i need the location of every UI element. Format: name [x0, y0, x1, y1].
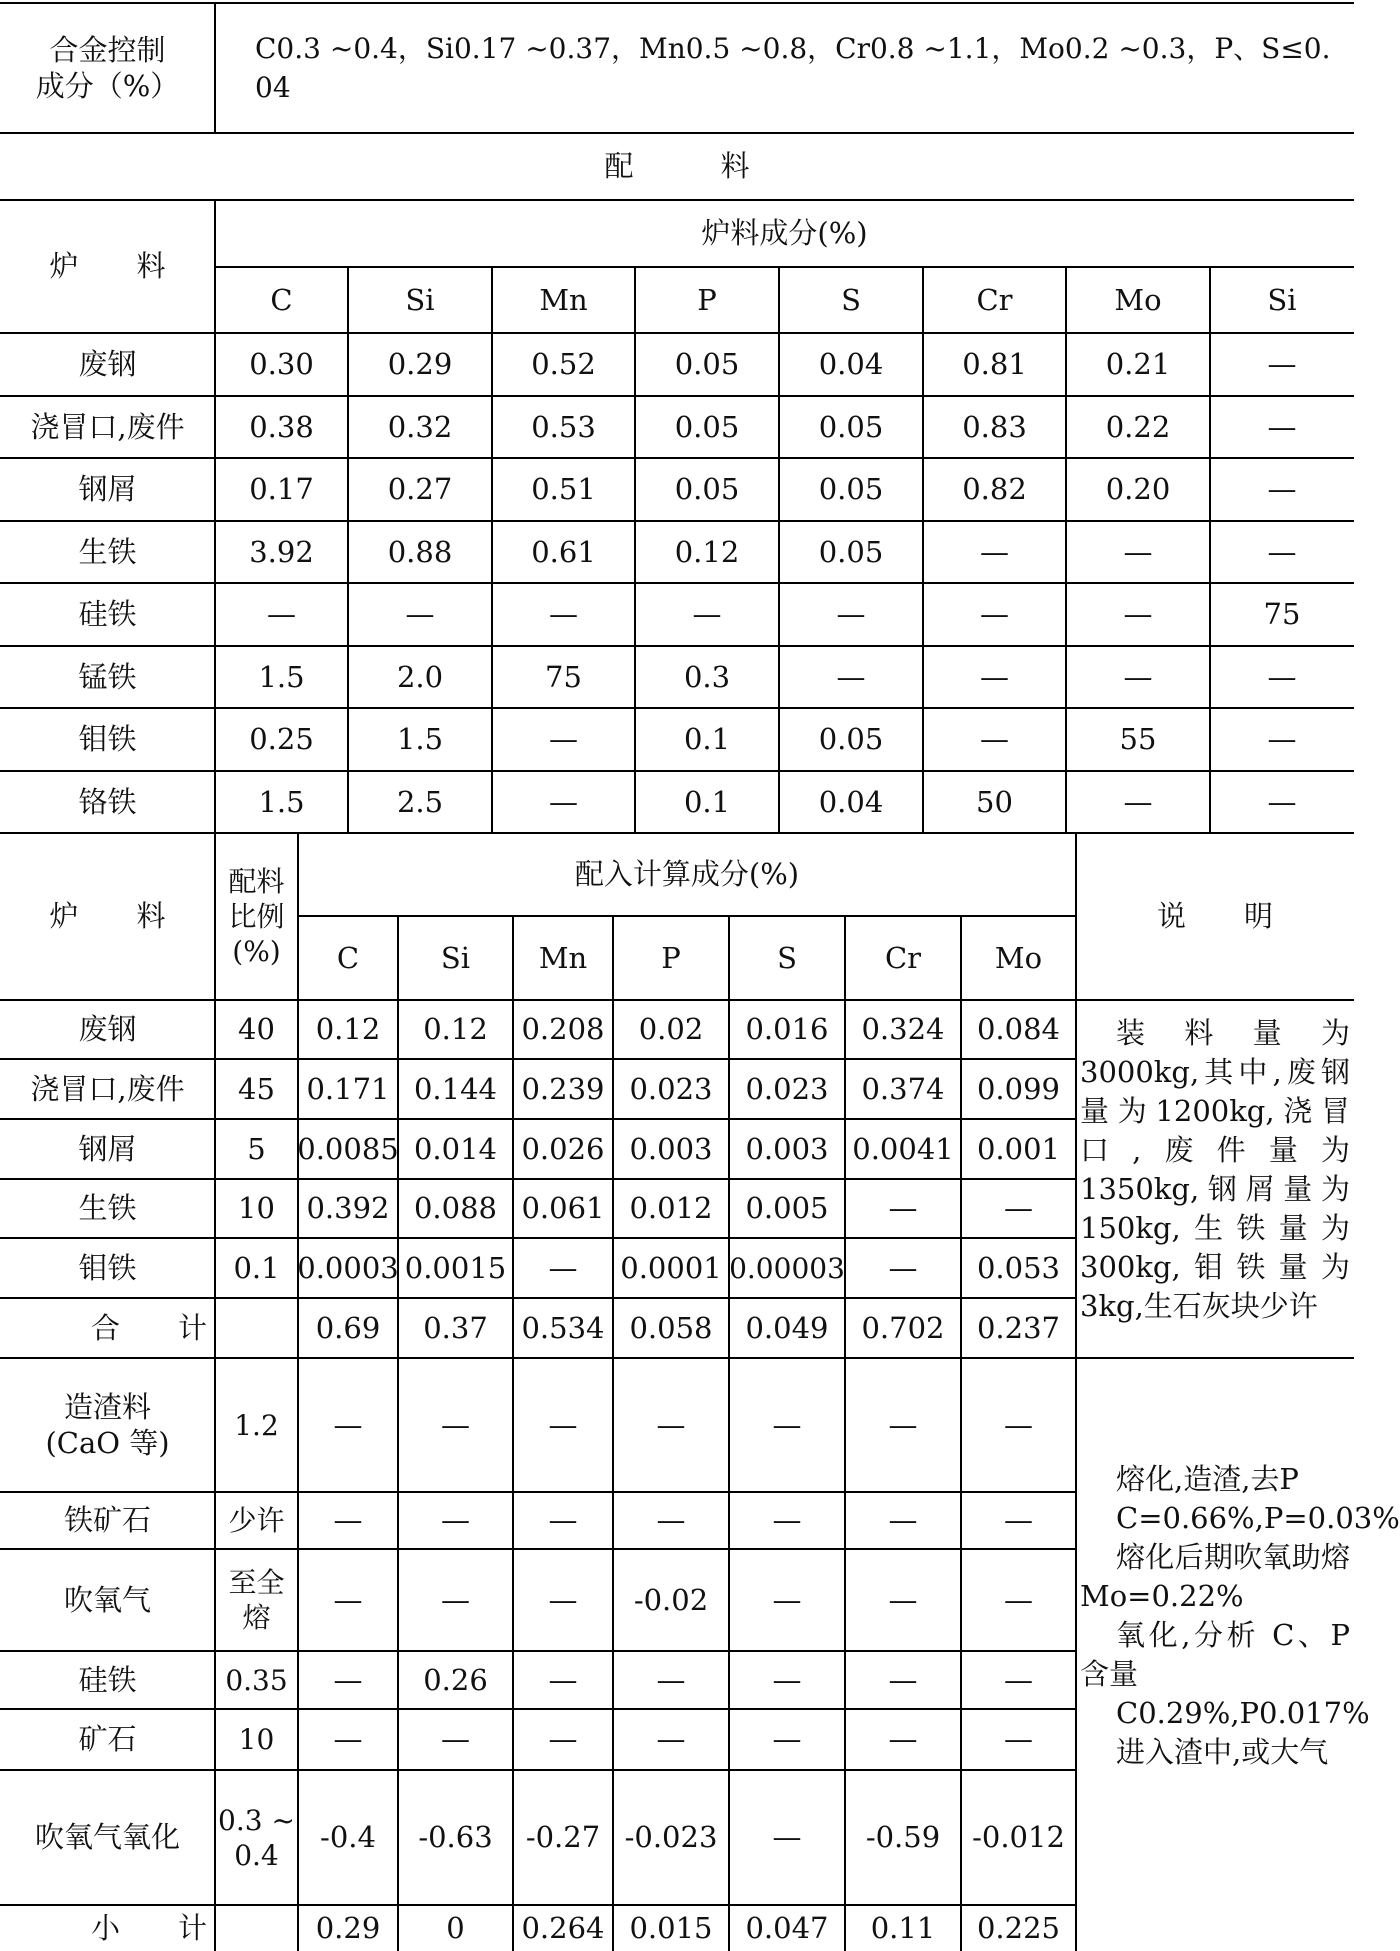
subtotal-cell: 0.11 [870, 1910, 936, 1945]
furnace-cell: — [549, 722, 578, 757]
calc-element-header: P [661, 940, 681, 975]
furnace-cell: 0.05 [818, 472, 884, 507]
process-note-line: 熔化,造渣,去P [1116, 1462, 1299, 1496]
furnace-row-name: 浇冒口,废件 [30, 409, 185, 444]
process-cell: -0.59 [865, 1820, 941, 1855]
furnace-cell: 0.61 [531, 534, 596, 569]
furnace-row-name: 生铁 [78, 534, 137, 569]
furnace-cell: 0.12 [674, 534, 740, 569]
calc-cell: 0.023 [629, 1071, 713, 1106]
furnace-cell: 0.88 [387, 534, 453, 569]
calc-row-ratio: 10 [238, 1191, 275, 1226]
calc-row-name: 废钢 [78, 1012, 137, 1047]
alloy-spec-value: C0.3 ~0.4，Si0.17 ~0.37，Mn0.5 ~0.8，Cr0.8 ~1.1，Mo0.2 ~0.3，P、S≤0.04 [255, 32, 1331, 104]
furnace-cell: 0.52 [531, 347, 596, 382]
calc-cell: 0.016 [745, 1012, 829, 1047]
process-cell: — [333, 1503, 363, 1538]
calc-row-ratio: 5 [247, 1131, 266, 1166]
furnace-row-name: 硅铁 [78, 597, 137, 632]
process-cell: — [656, 1662, 686, 1697]
furnace-cell: 0.83 [962, 409, 1027, 444]
furnace-row-name: 锰铁 [78, 659, 137, 694]
calc-cell: 0.084 [976, 1012, 1061, 1047]
furnace-cell: — [1267, 534, 1297, 569]
process-cell: — [333, 1662, 363, 1697]
subtotal-cell: 0.264 [521, 1910, 605, 1945]
process-note [1080, 1460, 1400, 1772]
furnace-cell: — [1267, 347, 1297, 382]
calc-cell: — [888, 1191, 918, 1226]
furnace-cell: 75 [545, 659, 582, 694]
calc-cell: 0.061 [521, 1191, 605, 1226]
calc-cell: 0.208 [521, 1012, 605, 1047]
furnace-row-name: 铬铁 [78, 784, 137, 819]
charge-note [1080, 1014, 1350, 1326]
process-cell: — [888, 1582, 918, 1617]
calc-cell: 0.005 [745, 1191, 829, 1226]
furnace-cell: — [267, 597, 296, 632]
process-cell: — [441, 1407, 470, 1442]
furnace-cell: 0.30 [249, 347, 314, 382]
furnace-cell: — [1123, 597, 1153, 632]
calc-cell: 0.012 [629, 1191, 713, 1226]
furnace-col-header: 炉 料 [49, 249, 166, 284]
furnace-cell: — [980, 659, 1009, 694]
process-cell: — [888, 1662, 918, 1697]
calc-cell: 0.014 [413, 1131, 498, 1166]
calc-cell: 0.00003 [729, 1251, 845, 1285]
furnace-cell: 0.1 [683, 784, 731, 819]
process-row-name: 硅铁 [78, 1662, 137, 1697]
calc-cell: 0.0001 [620, 1250, 722, 1285]
process-note-line: 进入渣中,或大气 [1116, 1735, 1329, 1769]
calc-cell: 0.392 [306, 1191, 390, 1226]
calc-element-header: Cr [884, 940, 922, 975]
process-cell: — [656, 1407, 686, 1442]
total-cell: 0.69 [315, 1310, 381, 1345]
alloy-spec-label: 合金控制 成分（%） [35, 32, 180, 103]
furnace-row-name: 钼铁 [78, 722, 137, 757]
calc-row-name: 钼铁 [78, 1250, 137, 1285]
calc-cell: 0.0085 [297, 1131, 399, 1166]
calc-element-header: Si [440, 940, 471, 975]
section-title: 配 料 [604, 149, 750, 184]
furnace-cell: 55 [1119, 722, 1157, 757]
calc-row-name: 生铁 [78, 1191, 137, 1226]
process-note-line: 氧化,分析 C、P 含量 [1080, 1618, 1350, 1691]
furnace-cell: — [549, 784, 578, 819]
furnace-cell: — [1123, 534, 1153, 569]
calc-cell: 0.053 [976, 1250, 1061, 1285]
calc-cell: 0.12 [315, 1012, 381, 1047]
process-cell: — [772, 1582, 802, 1617]
calc-cell: 0.023 [745, 1071, 829, 1106]
calc-row-name: 钢屑 [78, 1131, 137, 1166]
process-cell: — [333, 1722, 363, 1757]
process-row-ratio: 至全 熔 [228, 1566, 285, 1634]
furnace-cell: 0.81 [962, 347, 1027, 382]
process-row-name: 吹氧气 [63, 1582, 151, 1617]
process-row-name: 造渣料 (CaO 等) [45, 1389, 170, 1460]
process-cell: — [441, 1722, 470, 1757]
process-cell: — [772, 1503, 802, 1538]
furnace-cell: — [405, 597, 435, 632]
furnace-cell: 0.22 [1105, 409, 1171, 444]
furnace-cell: — [549, 597, 578, 632]
subtotal-cell: 0 [446, 1910, 465, 1945]
calc-cell: — [1004, 1191, 1033, 1226]
furnace-cell: 0.05 [674, 409, 740, 444]
furnace-cell: 0.51 [531, 472, 596, 507]
furnace-cell: 3.92 [249, 534, 314, 569]
furnace-cell: 0.82 [962, 472, 1027, 507]
furnace-cell: 2.5 [396, 784, 444, 819]
process-cell: — [548, 1662, 578, 1697]
total-cell: 0.058 [629, 1310, 713, 1345]
process-cell: — [772, 1407, 802, 1442]
process-cell: — [1004, 1582, 1033, 1617]
calc-cell: 0.12 [423, 1012, 488, 1047]
calc-cell: 0.171 [306, 1071, 390, 1106]
furnace-cell: 2.0 [396, 659, 444, 694]
furnace-cell: 0.05 [818, 722, 884, 757]
process-row-ratio: 少许 [228, 1504, 285, 1537]
process-cell: 0.26 [423, 1662, 488, 1697]
total-cell: 0.37 [423, 1310, 488, 1345]
furnace-cell: 1.5 [258, 659, 305, 694]
process-row-ratio: 10 [238, 1723, 275, 1756]
total-cell: 0.702 [861, 1310, 945, 1345]
calc-ratio-header: 配料 比例 (%) [228, 865, 285, 968]
furnace-element-header: Si [405, 282, 435, 317]
process-cell: -0.4 [320, 1820, 376, 1855]
calc-cell: 0.0015 [404, 1250, 507, 1285]
subtotal-cell: 0.047 [745, 1910, 829, 1945]
total-row-name: 合 计 [90, 1310, 207, 1345]
process-cell: — [1004, 1722, 1033, 1757]
calc-cell: 0.374 [861, 1071, 945, 1106]
process-cell: — [441, 1582, 470, 1617]
furnace-cell: 0.21 [1105, 347, 1171, 382]
calc-cell: 0.026 [521, 1131, 605, 1166]
furnace-cell: — [980, 597, 1009, 632]
furnace-cell: — [1123, 659, 1153, 694]
process-row-ratio: 0.35 [225, 1663, 288, 1697]
process-cell: -0.27 [525, 1820, 601, 1855]
total-cell: 0.049 [745, 1310, 829, 1345]
process-cell: — [548, 1503, 578, 1538]
furnace-cell: 0.05 [674, 347, 740, 382]
calc-element-header: S [777, 940, 797, 975]
calc-cell: 0.0041 [852, 1131, 954, 1166]
furnace-cell: — [980, 722, 1009, 757]
calc-cell: — [548, 1250, 578, 1285]
process-cell: — [888, 1722, 918, 1757]
process-cell: — [333, 1407, 363, 1442]
process-cell: — [1004, 1662, 1033, 1697]
process-note-line: C0.29%,P0.017% [1116, 1696, 1370, 1730]
process-cell: — [548, 1722, 578, 1757]
calc-cell: 0.144 [413, 1071, 498, 1106]
calc-cell: 0.099 [976, 1071, 1061, 1106]
furnace-cell: — [692, 597, 722, 632]
furnace-element-header: P [697, 282, 717, 317]
furnace-cell: 0.04 [818, 784, 884, 819]
process-cell: — [888, 1503, 918, 1538]
furnace-cell: — [1267, 409, 1297, 444]
process-row-name: 吹氧气氧化 [34, 1820, 180, 1855]
furnace-cell: 0.05 [818, 409, 884, 444]
calc-cell: 0.324 [861, 1012, 945, 1047]
total-cell: 0.534 [521, 1310, 605, 1345]
calc-cell: 0.02 [638, 1012, 704, 1047]
furnace-group-header: 炉料成分(%) [701, 216, 868, 251]
furnace-cell: 0.20 [1105, 472, 1171, 507]
furnace-row-name: 废钢 [78, 347, 137, 382]
process-cell: — [1004, 1503, 1033, 1538]
calc-note-header: 说 明 [1156, 899, 1273, 934]
furnace-cell: — [980, 534, 1009, 569]
furnace-cell: — [1267, 659, 1297, 694]
furnace-cell: — [836, 659, 866, 694]
process-row-ratio: 0.3 ~ 0.4 [218, 1803, 295, 1872]
calc-cell: 0.088 [413, 1191, 498, 1226]
process-cell: — [333, 1582, 363, 1617]
furnace-cell: 0.3 [683, 659, 731, 694]
process-cell: — [772, 1722, 802, 1757]
calc-element-header: C [336, 940, 360, 975]
process-row-name: 铁矿石 [63, 1503, 151, 1538]
furnace-cell: — [1267, 784, 1297, 819]
process-cell: — [772, 1662, 802, 1697]
process-row-ratio: 1.2 [234, 1408, 279, 1442]
total-cell: 0.237 [976, 1310, 1061, 1345]
furnace-cell: 0.53 [531, 409, 596, 444]
furnace-element-header: Mo [1114, 282, 1162, 317]
furnace-cell: 1.5 [396, 722, 444, 757]
furnace-cell: 0.05 [818, 534, 884, 569]
process-cell: — [548, 1582, 578, 1617]
furnace-cell: — [1267, 722, 1297, 757]
process-cell: — [656, 1503, 686, 1538]
subtotal-cell: 0.29 [315, 1910, 381, 1945]
process-cell: -0.012 [972, 1820, 1065, 1855]
furnace-cell: 75 [1263, 597, 1301, 632]
furnace-cell: 0.05 [674, 472, 740, 507]
furnace-cell: — [836, 597, 866, 632]
calc-element-header: Mn [538, 940, 588, 975]
process-cell: -0.023 [624, 1820, 718, 1855]
calc-element-header: Mo [994, 940, 1043, 975]
furnace-row-name: 钢屑 [78, 472, 137, 507]
furnace-element-header: Si [1267, 282, 1297, 317]
process-cell: -0.63 [418, 1820, 493, 1855]
calc-cell: 0.003 [629, 1131, 713, 1166]
process-cell: — [656, 1722, 686, 1757]
furnace-cell: — [1267, 472, 1297, 507]
process-note-line: 熔化后期吹氧助熔 Mo=0.22% [1080, 1540, 1350, 1613]
process-note-line: C=0.66%,P=0.03% [1116, 1501, 1400, 1535]
process-cell: — [888, 1407, 918, 1442]
process-cell: — [441, 1503, 470, 1538]
furnace-cell: — [1123, 784, 1153, 819]
furnace-cell: 0.32 [387, 409, 453, 444]
furnace-cell: 0.38 [249, 409, 314, 444]
calc-col-header: 炉 料 [49, 899, 166, 934]
furnace-element-header: Cr [976, 282, 1013, 317]
calc-row-ratio: 40 [238, 1012, 275, 1047]
process-cell: — [548, 1407, 578, 1442]
calc-group-header: 配入计算成分(%) [574, 857, 800, 892]
charge-note-text: 装料量为3000kg,其中,废钢量为1200kg,浇冒口,废件量为1350kg,钢屑量为150kg,生铁量为300kg,钼铁量为3kg,生石灰块少许 [1080, 1016, 1350, 1323]
process-cell: — [772, 1820, 802, 1855]
furnace-cell: 0.17 [249, 472, 314, 507]
calc-cell: 0.003 [745, 1131, 829, 1166]
calc-row-ratio: 0.1 [233, 1250, 280, 1285]
process-cell: -0.02 [633, 1582, 709, 1617]
furnace-element-header: Mn [539, 282, 588, 317]
subtotal-cell: 0.225 [976, 1910, 1061, 1945]
process-row-name: 矿石 [78, 1722, 137, 1757]
furnace-cell: 0.04 [818, 347, 884, 382]
furnace-cell: 0.1 [683, 722, 731, 757]
calc-cell: 0.0003 [297, 1250, 399, 1285]
calc-cell: 0.001 [976, 1131, 1061, 1166]
calc-cell: — [888, 1250, 918, 1285]
furnace-element-header: C [270, 282, 293, 317]
calc-row-ratio: 45 [238, 1071, 275, 1106]
subtotal-cell: 0.015 [629, 1910, 713, 1945]
subtotal-row-name: 小 计 [90, 1910, 207, 1945]
furnace-cell: 1.5 [258, 784, 305, 819]
furnace-element-header: S [841, 282, 861, 317]
calc-row-name: 浇冒口,废件 [30, 1071, 185, 1106]
furnace-cell: 0.27 [387, 472, 453, 507]
furnace-cell: 50 [976, 784, 1013, 819]
furnace-cell: 0.25 [249, 722, 314, 757]
furnace-cell: 0.29 [387, 347, 453, 382]
process-cell: — [1004, 1407, 1033, 1442]
calc-cell: 0.239 [521, 1071, 605, 1106]
